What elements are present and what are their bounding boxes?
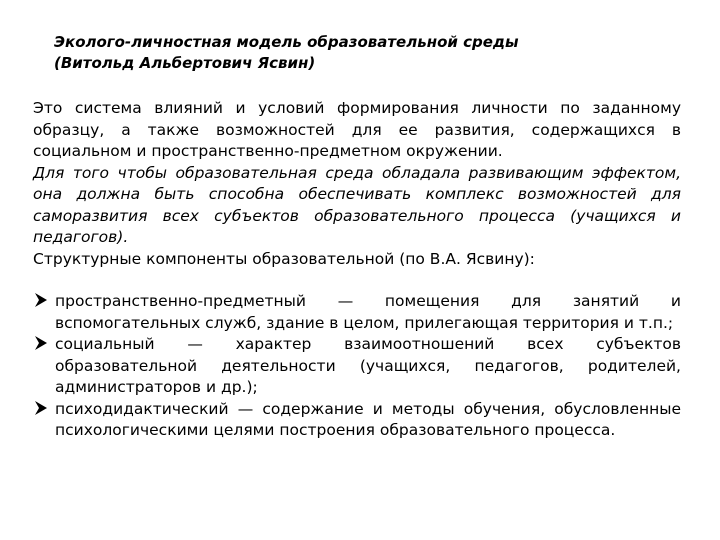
slide-body [33, 98, 681, 442]
slide-title [54, 32, 674, 74]
definition-paragraph: Это система влияний и условий формирования личности по заданному образцу, а также возможностей для ее развития, содержащихся в социальном и пространственно-предметном окружении. [33, 99, 681, 160]
components-heading: Структурные компоненты образовательной (по В.А. Ясвину): [33, 249, 535, 268]
list-item [33, 291, 681, 334]
title-line-1: Эколого-личностная модель образовательной среды [54, 33, 519, 51]
spacer [33, 270, 681, 291]
list-item-text: пространственно-предметный — помещения для занятий и вспомогательных служб, здание в целом, прилегающая территория и т.п.; [55, 292, 681, 332]
condition-paragraph: Для того чтобы образовательная среда обладала развивающим эффектом, она должна быть способна обеспечивать комплекс возможностей для саморазвития всех субъектов образовательного процесса (учащихся и педагогов). [33, 163, 681, 246]
title-line-2: (Витольд Альбертович Ясвин) [54, 54, 316, 72]
components-list [33, 291, 681, 442]
list-item-text: психодидактический — содержание и методы обучения, обусловленные психологическими целями построения образовательного процесса. [55, 399, 681, 439]
list-item [33, 334, 681, 399]
list-item-text: социальный — характер взаимоотношений всех субъектов образовательной деятельности (учащихся, педагогов, родителей, администраторов и др.); [55, 335, 681, 396]
arrow-bullet-icon [33, 400, 49, 416]
list-item [33, 399, 681, 442]
arrow-bullet-icon [33, 292, 49, 308]
arrow-bullet-icon [33, 335, 49, 351]
